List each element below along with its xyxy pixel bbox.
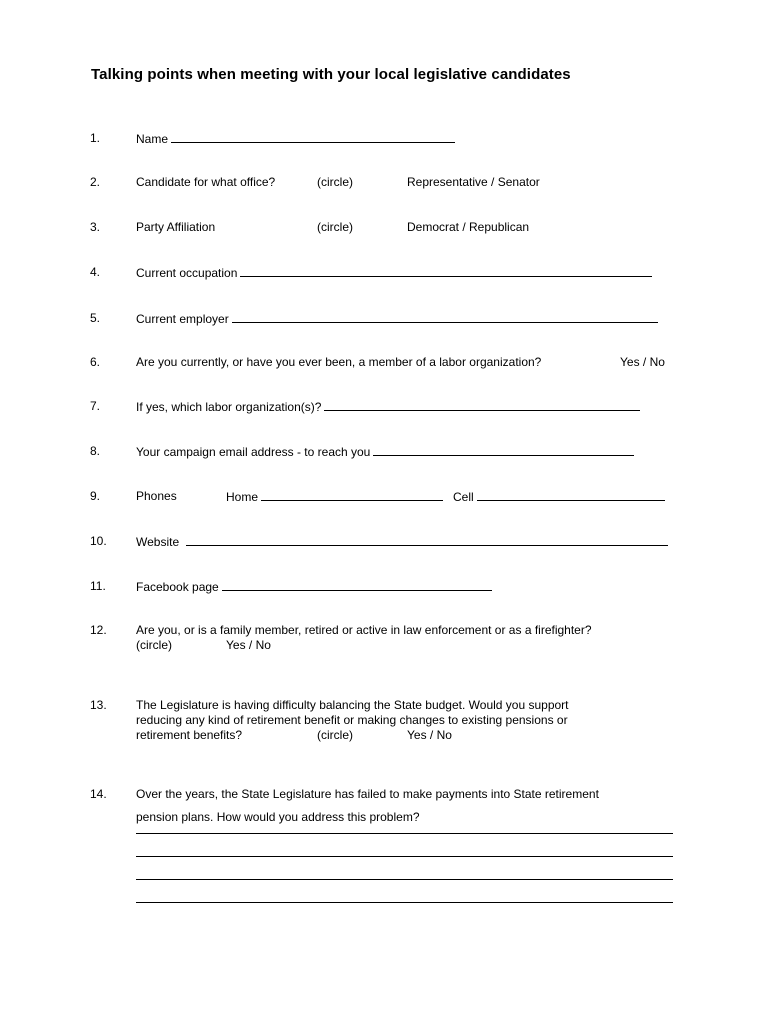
answer-line[interactable]: [136, 879, 673, 880]
question-label: Name: [136, 132, 169, 146]
question-label: Your campaign email address - to reach you: [136, 445, 371, 459]
home-phone-label: Home: [226, 490, 259, 504]
question-label: If yes, which labor organization(s)?: [136, 400, 322, 414]
question-number: 8.: [90, 444, 101, 458]
email-input-line[interactable]: [373, 444, 634, 456]
office-options[interactable]: Representative / Senator: [407, 175, 540, 189]
question-text: reducing any kind of retirement benefit or making changes to existing pensions or: [136, 713, 568, 727]
question-number: 5.: [90, 311, 101, 325]
answer-line[interactable]: [136, 856, 673, 857]
question-text: retirement benefits?: [136, 728, 243, 742]
question-label: Phones: [136, 489, 177, 503]
cell-phone-input-line[interactable]: [477, 489, 665, 501]
question-number: 6.: [90, 355, 101, 369]
home-phone-input-line[interactable]: [261, 489, 443, 501]
circle-instruction: (circle): [317, 175, 353, 189]
question-number: 12.: [90, 623, 107, 637]
retirement-benefit-options[interactable]: Yes / No: [407, 728, 452, 742]
question-number: 4.: [90, 265, 101, 279]
labor-member-options[interactable]: Yes / No: [620, 355, 665, 369]
question-number: 11.: [90, 579, 106, 593]
facebook-input-line[interactable]: [222, 579, 492, 591]
answer-line[interactable]: [136, 902, 673, 903]
question-number: 7.: [90, 399, 101, 413]
question-text: Are you, or is a family member, retired or active in law enforcement or as a firefighter?: [136, 623, 592, 637]
question-label: Website: [136, 535, 180, 549]
question-number: 2.: [90, 175, 101, 189]
question-number: 13.: [90, 698, 107, 712]
question-number: 3.: [90, 220, 101, 234]
question-label: Facebook page: [136, 580, 219, 594]
law-enforcement-options[interactable]: Yes / No: [226, 638, 271, 652]
question-label: Current occupation: [136, 266, 238, 280]
question-text: Over the years, the State Legislature has failed to make payments into State retirement: [136, 787, 599, 801]
cell-phone-label: Cell: [453, 490, 474, 504]
employer-input-line[interactable]: [232, 311, 658, 323]
circle-instruction: (circle): [317, 220, 353, 234]
question-number: 1.: [90, 131, 101, 145]
question-text: pension plans. How would you address this problem?: [136, 810, 420, 824]
question-text: The Legislature is having difficulty balancing the State budget. Would you support: [136, 698, 569, 712]
question-label: Current employer: [136, 312, 229, 326]
question-number: 9.: [90, 489, 101, 503]
answer-line[interactable]: [136, 833, 673, 834]
question-label: Candidate for what office?: [136, 175, 276, 189]
website-input-line[interactable]: [186, 534, 668, 546]
occupation-input-line[interactable]: [240, 265, 652, 277]
question-label: Party Affiliation: [136, 220, 216, 234]
party-options[interactable]: Democrat / Republican: [407, 220, 530, 234]
circle-instruction: (circle): [317, 728, 353, 742]
name-input-line[interactable]: [171, 131, 455, 143]
question-label: Are you currently, or have you ever been, a member of a labor organization?: [136, 355, 542, 369]
question-number: 14.: [90, 787, 107, 801]
circle-instruction: (circle): [136, 638, 172, 652]
labor-org-input-line[interactable]: [324, 399, 640, 411]
page-title: Talking points when meeting with your local legislative candidates: [91, 66, 571, 83]
question-number: 10.: [90, 534, 107, 548]
